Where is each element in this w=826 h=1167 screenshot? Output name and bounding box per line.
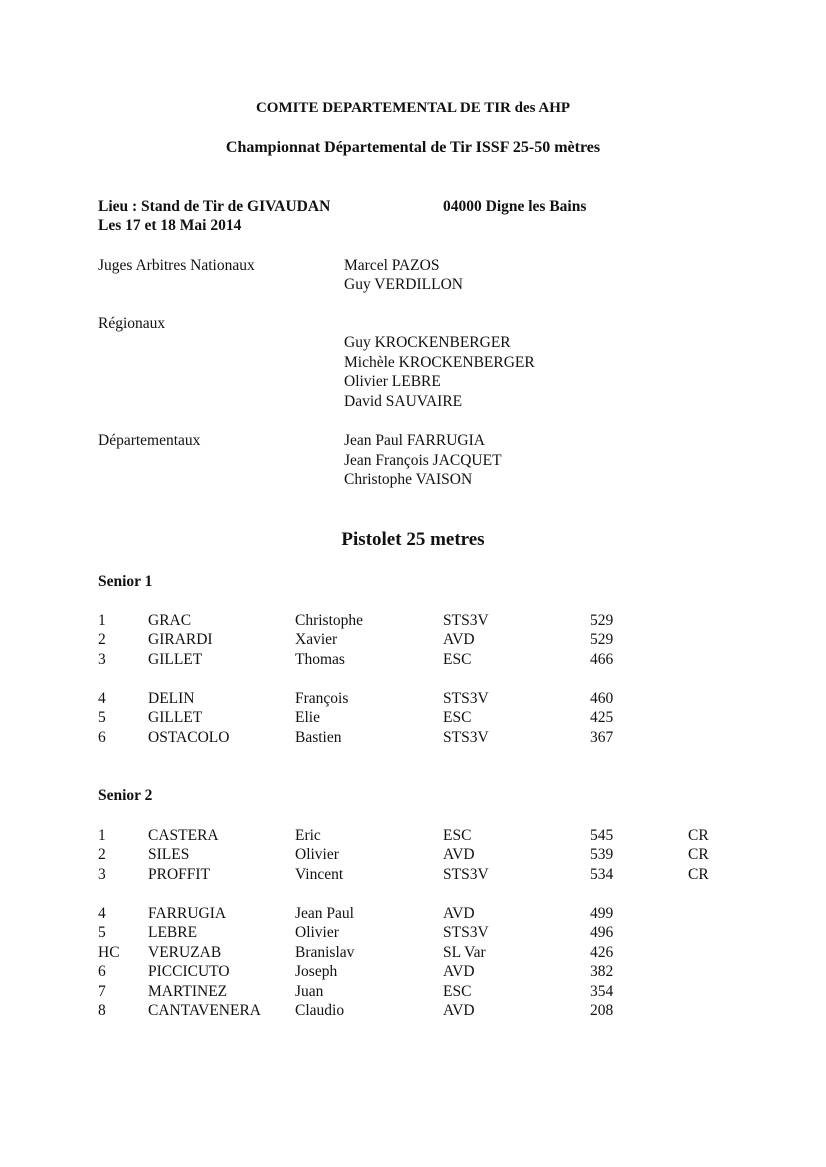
cell-rank: 5 [98,709,106,726]
cell-first: Bastien [295,729,342,746]
regional-judge-4: David SAUVAIRE [344,393,463,410]
cell-rank: 4 [98,905,106,922]
venue-place: Lieu : Stand de Tir de GIVAUDAN [98,198,331,215]
table-row [0,982,826,1002]
cell-score: 425 [590,709,614,726]
cell-first: Christophe [295,612,364,629]
cell-club: SL Var [443,944,486,961]
cell-score: 545 [590,827,614,844]
cell-rank: 6 [98,963,106,980]
table-row [0,904,826,924]
cell-score: 460 [590,690,614,707]
table-row [0,611,826,631]
cell-score: 529 [590,631,614,648]
cell-club: STS3V [443,729,489,746]
cell-club: ESC [443,983,472,1000]
table-row [0,923,826,943]
cell-first: Vincent [295,866,344,883]
regional-judge-3: Olivier LEBRE [344,373,441,390]
national-judge-1: Marcel PAZOS [344,257,440,274]
cell-last: OSTACOLO [148,729,230,746]
departmental-judge-1: Jean Paul FARRUGIA [344,432,485,449]
regional-judges-label: Régionaux [98,315,166,332]
cell-rank: 5 [98,924,106,941]
cell-first: Elie [295,709,320,726]
cell-last: CANTAVENERA [148,1002,262,1019]
category-title-senior-2: Senior 2 [98,787,153,804]
cell-club: STS3V [443,924,489,941]
cell-first: Olivier [295,846,339,863]
national-judges-label: Juges Arbitres Nationaux [98,257,255,274]
cell-rank: 3 [98,866,106,883]
cell-club: STS3V [443,612,489,629]
cell-score: 539 [590,846,614,863]
cell-first: Joseph [295,963,338,980]
departmental-judges-label: Départementaux [98,432,201,449]
committee-title: COMITE DEPARTEMENTAL DE TIR des AHP [255,100,571,116]
cell-first: Claudio [295,1002,345,1019]
departmental-judge-3: Christophe VAISON [344,471,473,488]
cell-score: 367 [590,729,614,746]
cell-club: STS3V [443,690,489,707]
cell-last: PICCICUTO [148,963,230,980]
cell-first: Thomas [295,651,345,668]
cell-club: AVD [443,846,475,863]
table-row [0,865,826,885]
cell-last: MARTINEZ [148,983,228,1000]
cell-club: AVD [443,963,475,980]
cell-last: GIRARDI [148,631,213,648]
cell-last: CASTERA [148,827,219,844]
table-row [0,708,826,728]
cell-first: Juan [295,983,324,1000]
cell-last: VERUZAB [148,944,222,961]
table-row [0,689,826,709]
cell-score: 382 [590,963,614,980]
table-row [0,728,826,748]
cell-score: 499 [590,905,614,922]
cell-last: GRAC [148,612,192,629]
cell-club: ESC [443,651,472,668]
table-row [0,1001,826,1021]
cell-note: CR [688,827,709,844]
cell-first: François [295,690,349,707]
cell-rank: 2 [98,846,106,863]
cell-first: Eric [295,827,321,844]
table-row [0,845,826,865]
venue-dates: Les 17 et 18 Mai 2014 [98,217,242,234]
cell-rank: 3 [98,651,106,668]
table-row [0,962,826,982]
cell-score: 354 [590,983,614,1000]
cell-club: ESC [443,709,472,726]
cell-last: PROFFIT [148,866,211,883]
national-judge-2: Guy VERDILLON [344,276,463,293]
cell-rank: 1 [98,827,106,844]
category-title-senior-1: Senior 1 [98,573,153,590]
cell-score: 529 [590,612,614,629]
cell-last: SILES [148,846,190,863]
cell-note: CR [688,846,709,863]
regional-judge-2: Michèle KROCKENBERGER [344,354,535,371]
cell-score: 466 [590,651,614,668]
venue-city: 04000 Digne les Bains [443,198,587,215]
regional-judge-1: Guy KROCKENBERGER [344,334,511,351]
section-title: Pistolet 25 metres [341,529,485,550]
cell-club: ESC [443,827,472,844]
championship-title: Championnat Départemental de Tir ISSF 25-50 mètres [225,139,601,156]
cell-rank: 6 [98,729,106,746]
cell-last: GILLET [148,651,203,668]
cell-rank: HC [98,944,120,961]
cell-score: 426 [590,944,614,961]
cell-club: AVD [443,905,475,922]
table-row [0,630,826,650]
cell-first: Branislav [295,944,355,961]
cell-score: 534 [590,866,614,883]
cell-rank: 7 [98,983,106,1000]
cell-note: CR [688,866,709,883]
cell-score: 496 [590,924,614,941]
cell-first: Olivier [295,924,339,941]
cell-club: AVD [443,1002,475,1019]
cell-last: LEBRE [148,924,198,941]
cell-rank: 8 [98,1002,106,1019]
cell-rank: 2 [98,631,106,648]
cell-first: Xavier [295,631,338,648]
cell-last: FARRUGIA [148,905,227,922]
table-row [0,943,826,963]
cell-rank: 1 [98,612,106,629]
departmental-judge-2: Jean François JACQUET [344,452,502,469]
cell-last: GILLET [148,709,203,726]
cell-last: DELIN [148,690,195,707]
cell-rank: 4 [98,690,106,707]
cell-first: Jean Paul [295,905,354,922]
cell-club: STS3V [443,866,489,883]
cell-score: 208 [590,1002,614,1019]
table-row [0,826,826,846]
table-row [0,650,826,670]
cell-club: AVD [443,631,475,648]
